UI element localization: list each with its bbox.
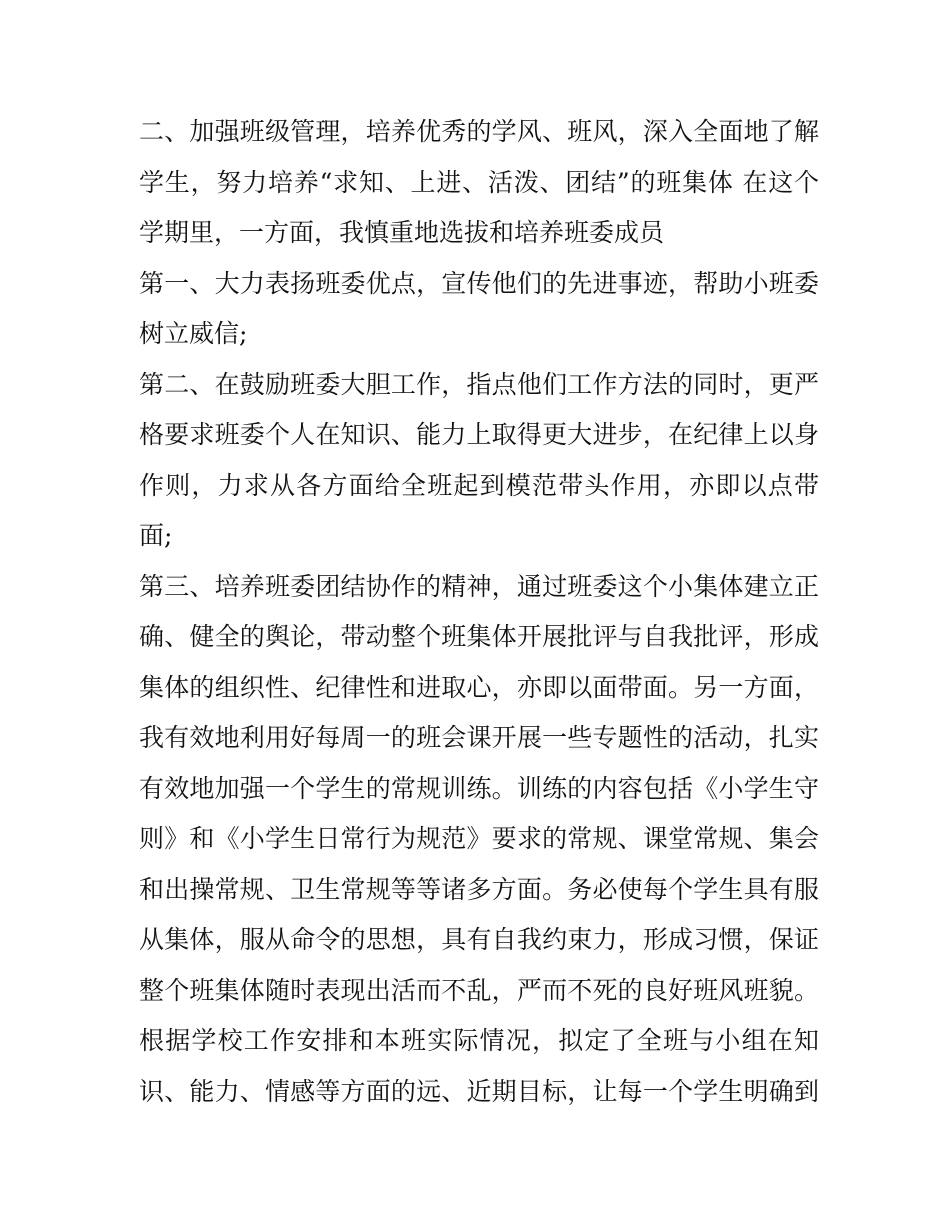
text-line: 和出操常规、卫生常规等等诸多方面。务必使每个学生具有服 [139, 874, 819, 904]
text-line: 确、健全的舆论，带动整个班集体开展批评与自我批评，形成 [139, 622, 819, 651]
text-line: 格要求班委个人在知识、能力上取得更大进步，在纪律上以身 [139, 420, 819, 449]
text-line: 集体的组织性、纪律性和进取心，亦即以面带面。另一方面， [139, 672, 819, 702]
text-line: 有效地加强一个学生的常规训练。训练的内容包括《小学生守 [139, 773, 819, 803]
text-line: 第三、培养班委团结协作的精神，通过班委这个小集体建立正 [139, 571, 819, 601]
text-line: 整个班集体随时表现出活而不乱，严而不死的良好班风班貌。 [139, 975, 819, 1005]
text-line: 树立威信; [139, 319, 248, 348]
text-line: 识、能力、情感等方面的远、近期目标，让每一个学生明确到 [139, 1076, 819, 1106]
text-line: 学期里，一方面，我慎重地选拔和培养班委成员 [139, 218, 665, 247]
text-line: 二、加强班级管理，培养优秀的学风、班风，深入全面地了解 [139, 117, 819, 146]
text-line: 则》和《小学生日常行为规范》要求的常规、课堂常规、集会 [139, 824, 819, 853]
text-line: 作则，力求从各方面给全班起到模范带头作用，亦即以点带 [139, 470, 819, 500]
text-line: 面; [139, 521, 173, 550]
document-body [139, 107, 819, 1117]
text-line: 我有效地利用好每周一的班会课开展一些专题性的活动，扎实 [139, 723, 819, 752]
text-line: 学生，努力培养“求知、上进、活泼、团结”的班集体 在这个 [139, 167, 819, 197]
text-line: 第二、在鼓励班委大胆工作，指点他们工作方法的同时，更严 [139, 369, 819, 399]
text-line: 从集体，服从命令的思想，具有自我约束力，形成习惯，保证 [139, 925, 819, 954]
text-line: 第一、大力表扬班委优点，宣传他们的先进事迹，帮助小班委 [139, 268, 819, 298]
text-line: 根据学校工作安排和本班实际情况，拟定了全班与小组在知 [139, 1026, 819, 1055]
